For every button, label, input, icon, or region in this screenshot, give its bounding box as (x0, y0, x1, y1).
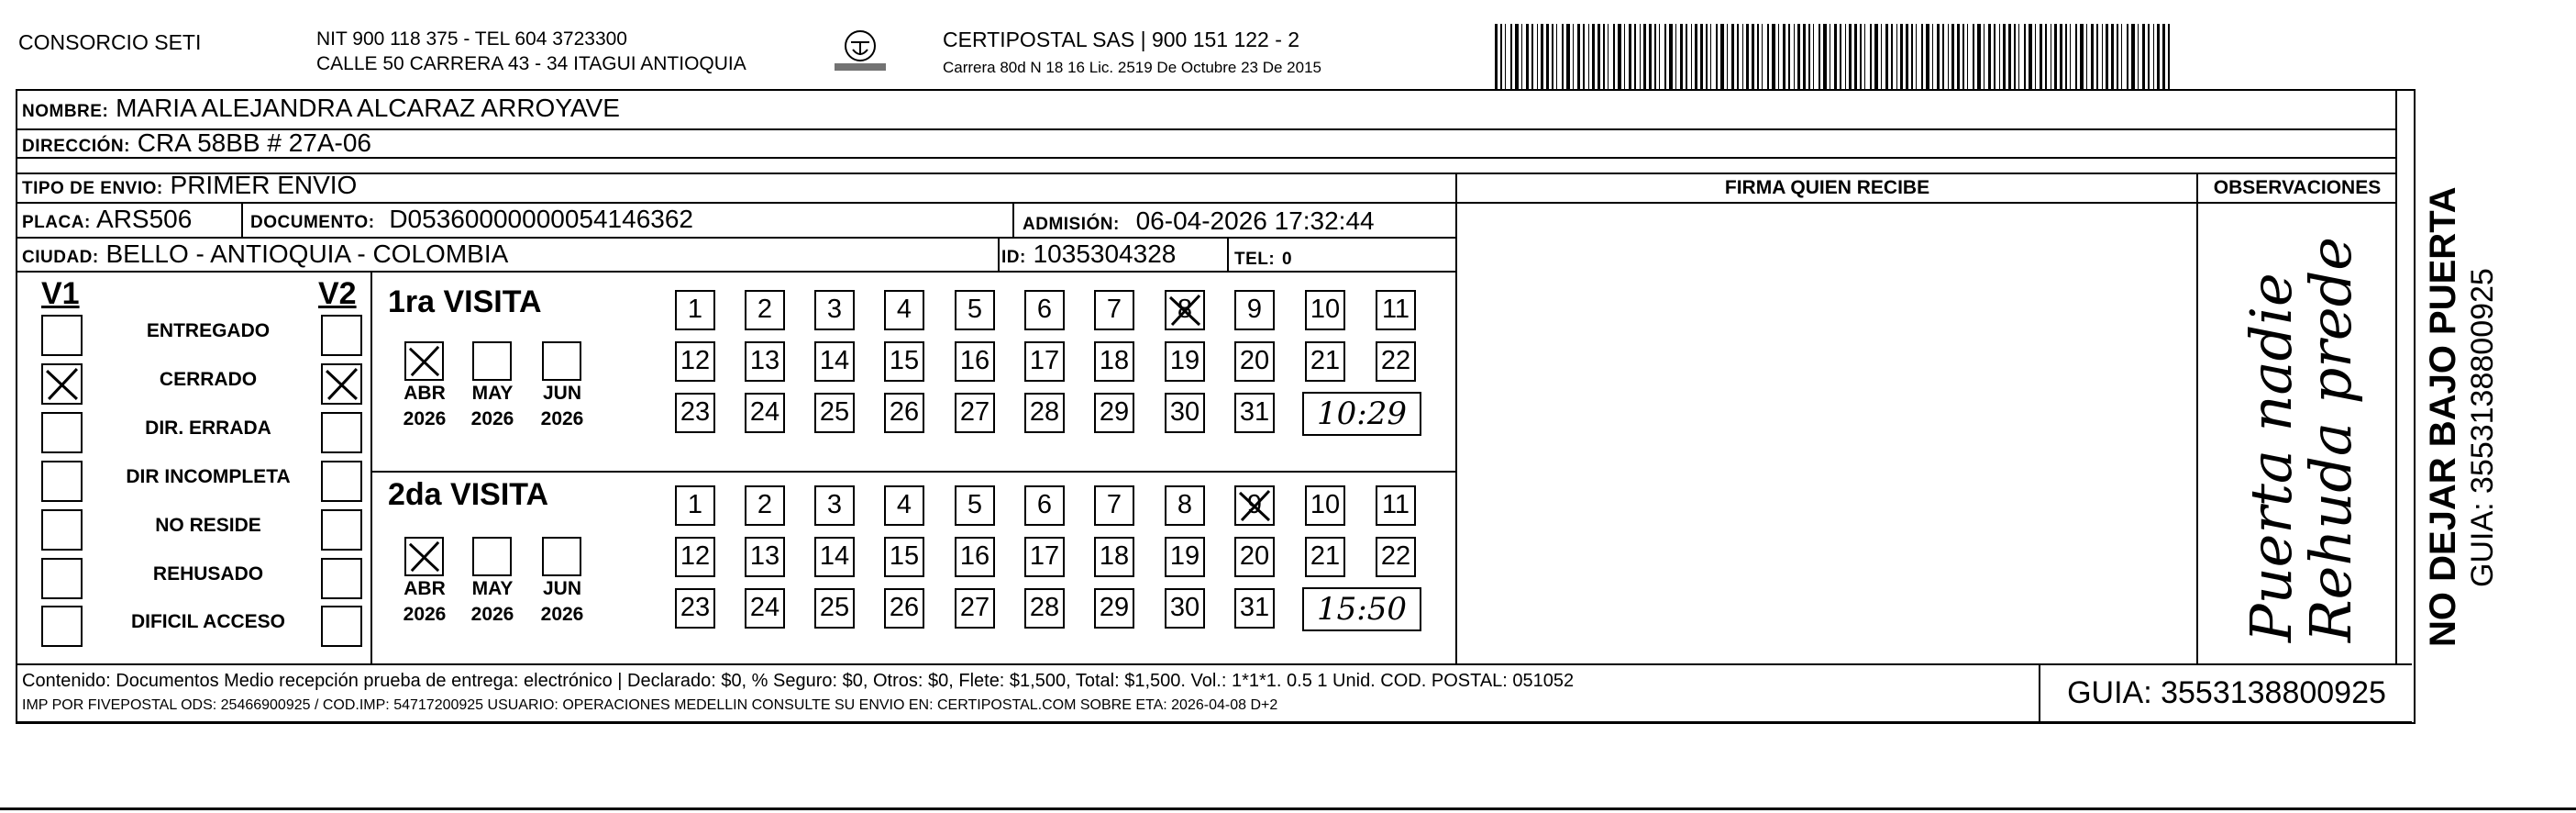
visit2-day-23[interactable] (675, 588, 715, 629)
visit2-day-25[interactable] (814, 588, 855, 629)
admision-value: 06-04-2026 17:32:44 (1135, 206, 1375, 235)
visit2-day-27[interactable] (955, 588, 995, 629)
visit2-day-6[interactable] (1024, 485, 1065, 526)
visit1-day-14[interactable] (814, 341, 855, 382)
visit2-day-label: 18 (1099, 541, 1130, 571)
visit1-day-26[interactable] (884, 393, 924, 433)
nit-line: NIT 900 118 375 - TEL 604 3723300 (316, 28, 627, 50)
visit2-day-label: 3 (826, 490, 843, 519)
visit2-day-label: 26 (889, 593, 920, 622)
v1-checkbox-rehusado[interactable] (41, 558, 83, 599)
visit1-day-label: 5 (967, 295, 983, 324)
v2-checkbox-dir-incompleta[interactable] (321, 461, 362, 502)
visit1-day-31[interactable] (1234, 393, 1275, 433)
id-cell (1001, 239, 1176, 273)
visit1-day-1[interactable] (675, 290, 715, 330)
visit1-day-label: 12 (680, 346, 711, 375)
direccion-label: DIRECCIÓN: (22, 137, 130, 156)
visit1-title: 1ra VISITA (388, 284, 542, 319)
visit1-day-8[interactable] (1165, 290, 1205, 330)
status-label-dir-errada: DIR. ERRADA (145, 418, 271, 439)
tipo-row (22, 170, 357, 205)
visit2-day-label: 11 (1381, 490, 1410, 519)
visit1-day-3[interactable] (814, 290, 855, 330)
visit1-day-29[interactable] (1094, 393, 1134, 433)
documento-label: DOCUMENTO: (250, 213, 375, 232)
visit1-month-box-jun[interactable] (542, 341, 581, 381)
visit1-day-label: 19 (1169, 346, 1200, 375)
visit2-month-label: ABR (404, 578, 446, 599)
visit1-day-label: 28 (1029, 397, 1060, 427)
visit1-day-24[interactable] (745, 393, 785, 433)
visit1-month-label: JUN (542, 383, 581, 404)
visit2-day-26[interactable] (884, 588, 924, 629)
visit2-day-label: 4 (896, 490, 912, 519)
visit2-day-label: 14 (819, 541, 850, 571)
visit1-day-label: 21 (1310, 346, 1341, 375)
visit1-day-28[interactable] (1024, 393, 1065, 433)
visit2-day-12[interactable] (675, 537, 715, 577)
visit2-day-label: 6 (1036, 490, 1053, 519)
footer-guia: GUIA: 3553138800925 (2067, 675, 2386, 710)
visit1-day-30[interactable] (1165, 393, 1205, 433)
visit2-month-label: JUN (542, 578, 581, 599)
visit2-year-label: 2026 (540, 604, 584, 625)
tel-cell (1234, 240, 1292, 275)
visit1-month-box-abr[interactable] (404, 341, 444, 381)
visit2-month-box-abr[interactable] (404, 537, 444, 576)
visit1-day-label: 24 (749, 397, 780, 427)
visit1-day-27[interactable] (955, 393, 995, 433)
v2-checkbox-dir-errada[interactable] (321, 412, 362, 453)
placa-value: ARS506 (96, 205, 193, 233)
observaciones-header: OBSERVACIONES (2213, 177, 2382, 198)
visit1-day-7[interactable] (1094, 290, 1134, 330)
visit2-day-3[interactable] (814, 485, 855, 526)
visit1-day-label: 1 (687, 295, 703, 324)
observation-handwriting-line1: Puerta nadie (2238, 273, 2305, 642)
visit2-day-24[interactable] (745, 588, 785, 629)
visit1-day-4[interactable] (884, 290, 924, 330)
visit1-year-label: 2026 (540, 408, 584, 429)
direccion-row (22, 129, 371, 161)
certipostal-line2: Carrera 80d N 18 16 Lic. 2519 De Octubre 23 De 2015 (943, 59, 1321, 76)
visit1-day-label: 6 (1036, 295, 1053, 324)
visit1-day-label: 30 (1169, 397, 1200, 427)
signature-area[interactable] (1458, 204, 2195, 663)
id-label: ID: (1001, 248, 1026, 267)
visit2-day-label: 22 (1380, 541, 1411, 571)
v1-checkbox-dificil-acceso[interactable] (41, 606, 83, 647)
status-label-entregado: ENTREGADO (146, 320, 271, 341)
visit2-day-30[interactable] (1165, 588, 1205, 629)
v1-checkbox-cerrado[interactable] (41, 363, 83, 405)
v1-checkbox-entregado[interactable] (41, 315, 83, 356)
visit2-day-28[interactable] (1024, 588, 1065, 629)
id-value: 1035304328 (1033, 239, 1177, 268)
visit1-day-6[interactable] (1024, 290, 1065, 330)
nombre-value: MARIA ALEJANDRA ALCARAZ ARROYAVE (116, 94, 620, 122)
visit1-month-label: ABR (404, 383, 446, 404)
visit2-day-19[interactable] (1165, 537, 1205, 577)
visit1-day-label: 25 (819, 397, 850, 427)
ciudad-label: CIUDAD: (22, 248, 99, 267)
visit1-day-label: 10 (1310, 295, 1341, 324)
placa-label: PLACA: (22, 213, 91, 232)
admision-label: ADMISIÓN: (1023, 215, 1120, 234)
visit2-day-label: 28 (1029, 593, 1060, 622)
visit1-day-label: 26 (889, 397, 920, 427)
visit1-day-label: 4 (896, 295, 912, 324)
visit2-day-label: 21 (1310, 541, 1341, 571)
v2-checkbox-cerrado[interactable] (321, 363, 362, 405)
visit1-day-label: 18 (1099, 346, 1130, 375)
visit2-day-label: 19 (1169, 541, 1200, 571)
visit1-day-5[interactable] (955, 290, 995, 330)
visit1-day-label: 14 (819, 346, 850, 375)
visit2-year-label: 2026 (470, 604, 514, 625)
company-name: CONSORCIO SETI (18, 30, 202, 54)
visit2-month-box-jun[interactable] (542, 537, 581, 576)
certipostal-logo (824, 28, 897, 79)
visit2-day-label: 20 (1239, 541, 1270, 571)
visit2-day-16[interactable] (955, 537, 995, 577)
visit2-day-label: 9 (1246, 490, 1263, 519)
visit1-day-label: 23 (680, 397, 711, 427)
visit1-day-label: 3 (826, 295, 843, 324)
v2-label: V2 (318, 276, 357, 311)
v2-checkbox-rehusado[interactable] (321, 558, 362, 599)
visit1-day-label: 13 (749, 346, 780, 375)
visit2-day-17[interactable] (1024, 537, 1065, 577)
visit2-day-7[interactable] (1094, 485, 1134, 526)
visit1-day-label: 15 (889, 346, 920, 375)
visit1-month-box-may[interactable] (472, 341, 512, 381)
ciudad-cell (22, 239, 508, 273)
visit1-day-17[interactable] (1024, 341, 1065, 382)
no-dejar-bajo-puerta: NO DEJAR BAJO PUERTA (2423, 186, 2463, 647)
visit2-day-5[interactable] (955, 485, 995, 526)
visit1-day-21[interactable] (1305, 341, 1345, 382)
barcode (1495, 24, 2173, 90)
visit2-year-label: 2026 (403, 604, 447, 625)
visit1-day-2[interactable] (745, 290, 785, 330)
visit2-day-14[interactable] (814, 537, 855, 577)
visit1-day-23[interactable] (675, 393, 715, 433)
visit1-day-label: 29 (1099, 397, 1130, 427)
visit2-day-29[interactable] (1094, 588, 1134, 629)
tipo-value: PRIMER ENVIO (170, 171, 358, 199)
visit2-day-31[interactable] (1234, 588, 1275, 629)
visit2-day-label: 29 (1099, 593, 1130, 622)
visit1-day-11[interactable] (1376, 290, 1416, 330)
footer-imp-line: IMP POR FIVEPOSTAL ODS: 25466900925 / COD.IMP: 54717200925 USUARIO: OPERACIONES MEDELLIN CONSULTE SU ENVIO EN: CERTIPOSTAL.COM SOBRE ETA: 2026-04-08 D+2 (22, 697, 1278, 713)
visit2-day-label: 27 (959, 593, 990, 622)
tipo-label: TIPO DE ENVIO: (22, 179, 163, 198)
visit2-day-label: 12 (680, 541, 711, 571)
ciudad-value: BELLO - ANTIOQUIA - COLOMBIA (105, 239, 509, 268)
documento-value: D05360000000054146362 (389, 205, 693, 233)
v1-checkbox-no-reside[interactable] (41, 509, 83, 551)
visit1-day-label: 27 (959, 397, 990, 427)
visit1-day-label: 2 (757, 295, 773, 324)
visit2-day-11[interactable] (1376, 485, 1416, 526)
visit1-day-16[interactable] (955, 341, 995, 382)
visit1-day-label: 8 (1177, 295, 1193, 324)
visit1-day-15[interactable] (884, 341, 924, 382)
nombre-row (22, 93, 620, 128)
visit1-day-20[interactable] (1234, 341, 1275, 382)
visit2-day-label: 15 (889, 541, 920, 571)
observation-handwriting-line2: Rehuda prede (2297, 237, 2364, 642)
v2-checkbox-dificil-acceso[interactable] (321, 606, 362, 647)
visit2-day-label: 17 (1029, 541, 1060, 571)
v2-checkbox-entregado[interactable] (321, 315, 362, 356)
visit2-day-8[interactable] (1165, 485, 1205, 526)
v1-label: V1 (41, 276, 80, 311)
visit1-day-25[interactable] (814, 393, 855, 433)
visit2-day-label: 10 (1310, 490, 1341, 519)
footer-content-line: Contenido: Documentos Medio recepción prueba de entrega: electrónico | Declarado: $0, % Seguro: $0, Otros: $0, Flete: $1,500, Total: $1,500. Vol.: 1*1*1. 0.5 1 Unid. COD. POSTAL: 051052 (22, 671, 1575, 691)
visit1-day-13[interactable] (745, 341, 785, 382)
visit2-day-2[interactable] (745, 485, 785, 526)
visit1-day-10[interactable] (1305, 290, 1345, 330)
visit2-day-20[interactable] (1234, 537, 1275, 577)
visit2-day-9[interactable] (1234, 485, 1275, 526)
address-line: CALLE 50 CARRERA 43 - 34 ITAGUI ANTIOQUIA (316, 53, 746, 74)
visit1-day-label: 17 (1029, 346, 1060, 375)
visit1-day-label: 22 (1380, 346, 1411, 375)
tel-label: TEL: (1234, 250, 1276, 269)
visit2-day-4[interactable] (884, 485, 924, 526)
visit1-day-19[interactable] (1165, 341, 1205, 382)
visit2-month-label: MAY (471, 578, 514, 599)
visit1-day-label: 31 (1239, 397, 1270, 427)
visit2-day-1[interactable] (675, 485, 715, 526)
visit1-day-label: 16 (959, 346, 990, 375)
visit1-time-field[interactable]: 10:29 (1302, 392, 1421, 436)
visit2-day-label: 5 (967, 490, 983, 519)
visit1-day-12[interactable] (675, 341, 715, 382)
v1-checkbox-dir-incompleta[interactable] (41, 461, 83, 502)
visit2-day-label: 2 (757, 490, 773, 519)
visit1-month-label: MAY (471, 383, 514, 404)
visit1-day-label: 7 (1106, 295, 1122, 324)
visit2-month-box-may[interactable] (472, 537, 512, 576)
visit2-day-label: 25 (819, 593, 850, 622)
documento-cell (250, 204, 693, 239)
visit1-day-18[interactable] (1094, 341, 1134, 382)
status-label-no-reside: NO RESIDE (155, 515, 261, 536)
visit2-title: 2da VISITA (388, 477, 549, 512)
firma-header: FIRMA QUIEN RECIBE (1724, 177, 1930, 198)
visit2-day-label: 7 (1106, 490, 1122, 519)
v1-checkbox-dir-errada[interactable] (41, 412, 83, 453)
placa-cell (22, 204, 192, 239)
visit2-day-label: 13 (749, 541, 780, 571)
visit1-day-9[interactable] (1234, 290, 1275, 330)
direccion-value: CRA 58BB # 27A-06 (137, 128, 372, 157)
tel-value: 0 (1282, 250, 1293, 269)
visit2-day-label: 24 (749, 593, 780, 622)
visit2-day-label: 31 (1239, 593, 1270, 622)
visit2-day-label: 16 (959, 541, 990, 571)
admision-cell (1023, 206, 1375, 240)
certipostal-line1: CERTIPOSTAL SAS | 900 151 122 - 2 (943, 28, 1300, 51)
visit2-day-22[interactable] (1376, 537, 1416, 577)
visit2-day-label: 23 (680, 593, 711, 622)
visit2-day-18[interactable] (1094, 537, 1134, 577)
visit1-year-label: 2026 (470, 408, 514, 429)
visit2-day-label: 30 (1169, 593, 1200, 622)
visit1-day-label: 9 (1246, 295, 1263, 324)
visit2-day-10[interactable] (1305, 485, 1345, 526)
visit1-year-label: 2026 (403, 408, 447, 429)
visit1-day-label: 20 (1239, 346, 1270, 375)
visit2-time-field[interactable]: 15:50 (1302, 587, 1421, 631)
v2-checkbox-no-reside[interactable] (321, 509, 362, 551)
status-label-cerrado: CERRADO (159, 369, 258, 390)
visit2-day-21[interactable] (1305, 537, 1345, 577)
visit1-day-label: 11 (1381, 295, 1410, 324)
visit2-day-label: 8 (1177, 490, 1193, 519)
visit2-day-label: 1 (687, 490, 703, 519)
visit2-day-13[interactable] (745, 537, 785, 577)
nombre-label: NOMBRE: (22, 102, 109, 121)
side-guia: GUIA: 3553138800925 (2465, 268, 2500, 587)
status-label-dificil-acceso: DIFICIL ACCESO (130, 611, 285, 632)
visit2-day-15[interactable] (884, 537, 924, 577)
visit1-day-22[interactable] (1376, 341, 1416, 382)
status-label-dir-incompleta: DIR INCOMPLETA (126, 466, 291, 487)
status-label-rehusado: REHUSADO (152, 563, 264, 585)
